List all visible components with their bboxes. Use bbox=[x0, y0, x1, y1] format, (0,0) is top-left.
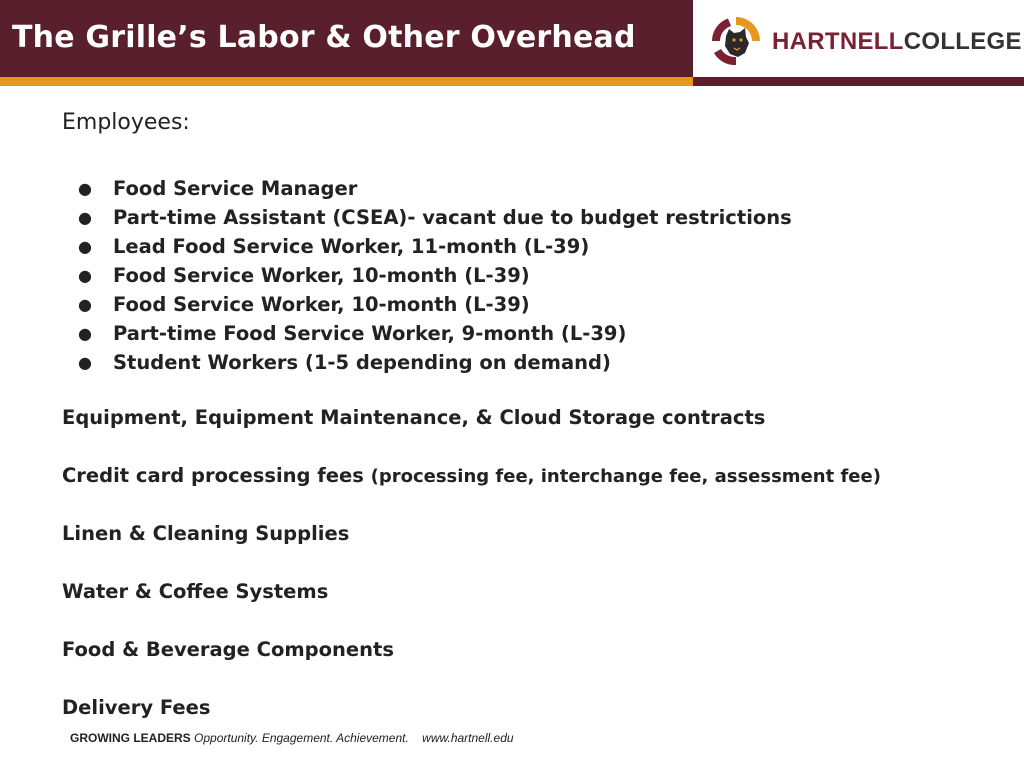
college-logo-text bbox=[772, 28, 1022, 56]
slide-title: The Grille’s Labor & Other Overhead bbox=[12, 20, 636, 55]
credit-card-item bbox=[62, 464, 881, 487]
employees-heading: Employees: bbox=[62, 110, 190, 135]
footer-tagline-bold: GROWING LEADERS bbox=[70, 731, 191, 745]
footer-url[interactable]: www.hartnell.edu bbox=[422, 731, 514, 745]
list-item: ● Part-time Assistant (CSEA)- vacant due to budget restrictions bbox=[62, 203, 792, 232]
slide-header bbox=[0, 0, 1024, 88]
food-beverage-item: Food & Beverage Components bbox=[62, 638, 394, 661]
credit-card-label: Credit card processing fees bbox=[62, 464, 364, 487]
water-coffee-item: Water & Coffee Systems bbox=[62, 580, 329, 603]
title-bar bbox=[0, 0, 693, 77]
list-item: ● Lead Food Service Worker, 11-month (L-39) bbox=[62, 232, 792, 261]
logo-text-college: COLLEGE bbox=[903, 28, 1022, 55]
bullet-icon: ● bbox=[78, 237, 92, 256]
bullet-icon: ● bbox=[78, 353, 92, 372]
list-item: ● Part-time Food Service Worker, 9-month (L-39) bbox=[62, 319, 792, 348]
bullet-icon: ● bbox=[78, 179, 92, 198]
gold-stripe bbox=[0, 77, 693, 86]
employees-list bbox=[62, 174, 792, 377]
equipment-item: Equipment, Equipment Maintenance, & Cloud Storage contracts bbox=[62, 406, 766, 429]
list-item: ● Food Service Worker, 10-month (L-39) bbox=[62, 290, 792, 319]
list-item: ● Student Workers (1-5 depending on demand) bbox=[62, 348, 792, 377]
credit-card-detail: (processing fee, interchange fee, assessment fee) bbox=[370, 466, 881, 487]
bullet-icon: ● bbox=[78, 324, 92, 343]
panther-logo-icon bbox=[708, 13, 764, 69]
bullet-icon: ● bbox=[78, 295, 92, 314]
footer bbox=[70, 731, 514, 745]
bullet-icon: ● bbox=[78, 266, 92, 285]
footer-tagline-italic: Opportunity. Engagement. Achievement. bbox=[194, 731, 409, 745]
linen-item: Linen & Cleaning Supplies bbox=[62, 522, 350, 545]
list-item: ● Food Service Worker, 10-month (L-39) bbox=[62, 261, 792, 290]
logo-text-hartnell: HARTNELL bbox=[772, 28, 904, 55]
maroon-stripe bbox=[693, 77, 1024, 86]
bullet-icon: ● bbox=[78, 208, 92, 227]
list-item: ● Food Service Manager bbox=[62, 174, 792, 203]
delivery-fees-item: Delivery Fees bbox=[62, 696, 211, 719]
